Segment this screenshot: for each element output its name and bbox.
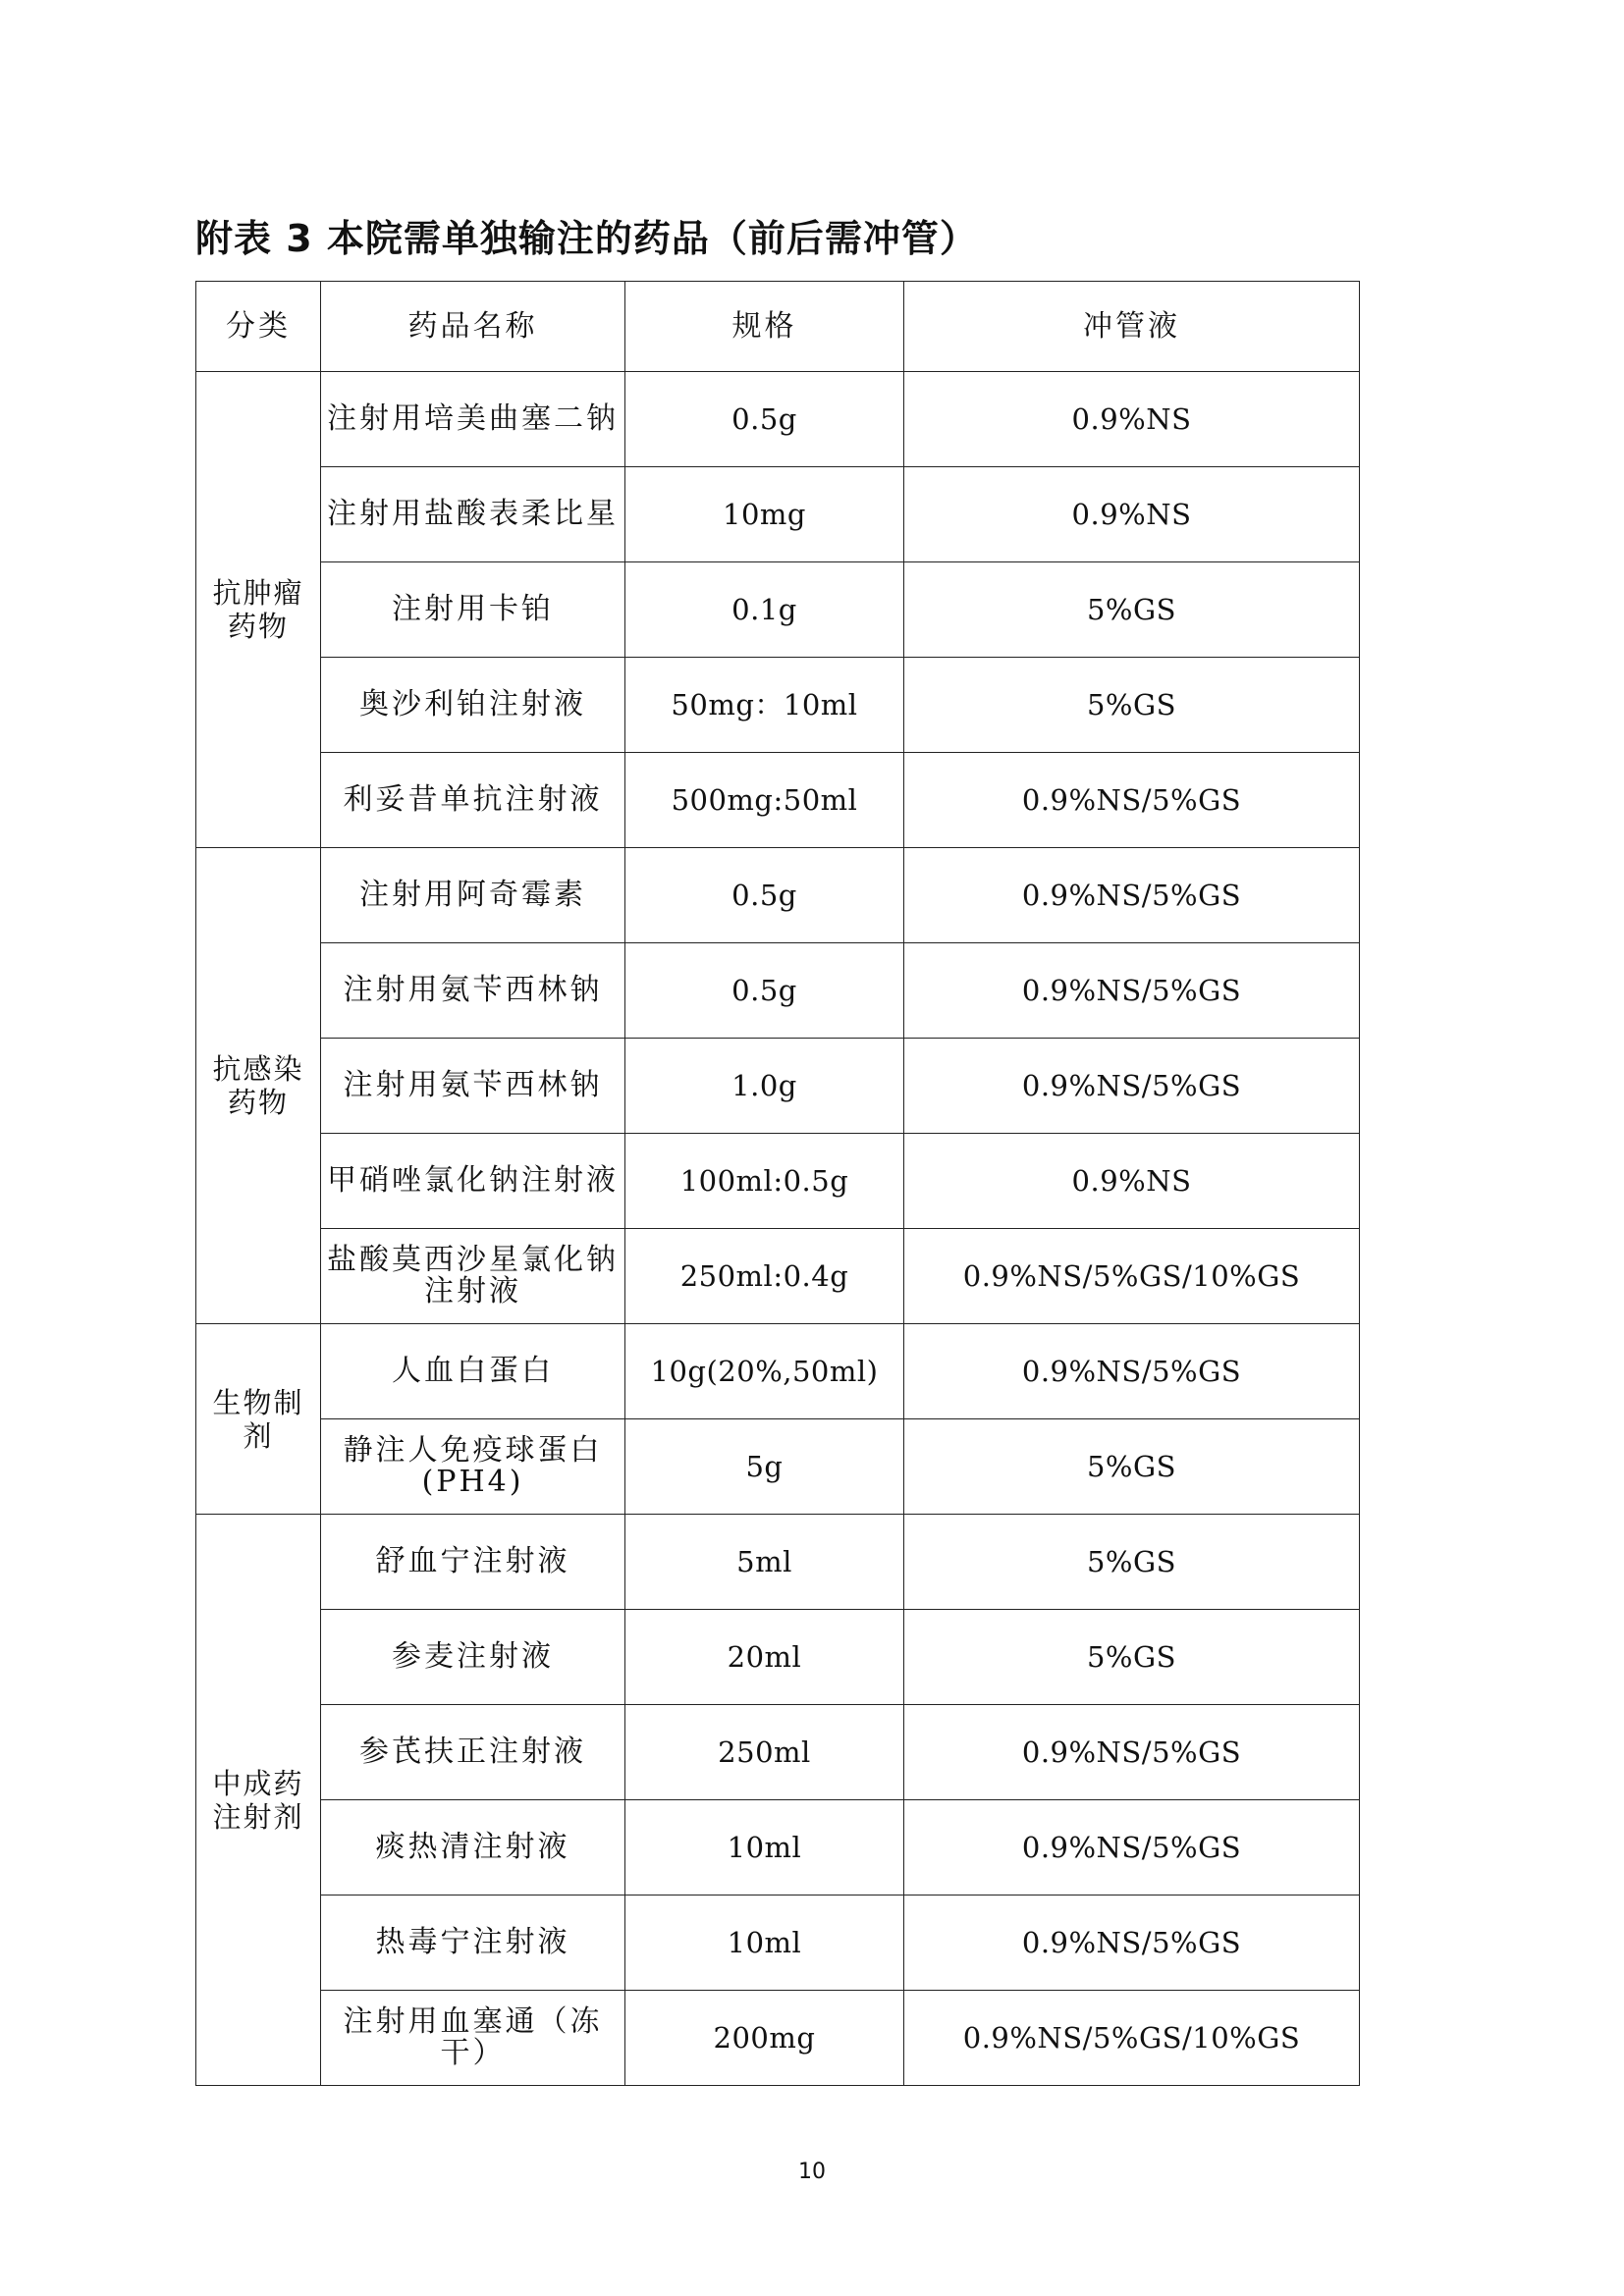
header-spec: 规格: [625, 282, 904, 372]
flush-cell: 5%GS: [904, 562, 1360, 658]
page-number: 10: [798, 2160, 826, 2184]
spec-cell: 0.1g: [625, 562, 904, 658]
drug-name-cell: 注射用培美曲塞二钠: [321, 372, 625, 467]
drug-name-cell: 参芪扶正注射液: [321, 1705, 625, 1800]
flush-cell: 0.9%NS: [904, 467, 1360, 562]
table-row: [196, 1515, 1360, 1610]
table-row: [196, 658, 1360, 753]
table-row: [196, 467, 1360, 562]
category-cell: 抗感染药物: [196, 848, 321, 1324]
flush-cell: 5%GS: [904, 658, 1360, 753]
spec-cell: 1.0g: [625, 1039, 904, 1134]
drug-name-cell: 奥沙利铂注射液: [321, 658, 625, 753]
drug-name-cell: 注射用阿奇霉素: [321, 848, 625, 943]
table-row: [196, 372, 1360, 467]
flush-cell: 0.9%NS: [904, 372, 1360, 467]
table-row: [196, 1896, 1360, 1991]
table-row: [196, 943, 1360, 1039]
table-row: [196, 562, 1360, 658]
flush-cell: 0.9%NS/5%GS: [904, 848, 1360, 943]
spec-cell: 5g: [625, 1419, 904, 1515]
drug-name-cell: 静注人免疫球蛋白(PH4): [321, 1419, 625, 1515]
drug-name-cell: 热毒宁注射液: [321, 1896, 625, 1991]
drug-name-cell: 注射用卡铂: [321, 562, 625, 658]
drug-name-cell: 参麦注射液: [321, 1610, 625, 1705]
table-row: [196, 1229, 1360, 1324]
category-cell: 生物制剂: [196, 1324, 321, 1515]
drug-name-cell: 注射用氨苄西林钠: [321, 943, 625, 1039]
flush-cell: 0.9%NS/5%GS: [904, 1896, 1360, 1991]
flush-cell: 5%GS: [904, 1610, 1360, 1705]
table-row: [196, 1039, 1360, 1134]
drug-name-cell: 注射用血塞通（冻干）: [321, 1991, 625, 2086]
table-row: [196, 848, 1360, 943]
flush-cell: 0.9%NS/5%GS: [904, 753, 1360, 848]
table-header-row: [196, 282, 1360, 372]
flush-cell: 0.9%NS/5%GS: [904, 1039, 1360, 1134]
drug-name-cell: 痰热清注射液: [321, 1800, 625, 1896]
spec-cell: 10ml: [625, 1896, 904, 1991]
spec-cell: 250ml: [625, 1705, 904, 1800]
flush-cell: 0.9%NS: [904, 1134, 1360, 1229]
flush-cell: 0.9%NS/5%GS: [904, 1800, 1360, 1896]
spec-cell: 500mg:50ml: [625, 753, 904, 848]
flush-cell: 0.9%NS/5%GS/10%GS: [904, 1991, 1360, 2086]
spec-cell: 20ml: [625, 1610, 904, 1705]
flush-cell: 5%GS: [904, 1419, 1360, 1515]
flush-cell: 0.9%NS/5%GS: [904, 1324, 1360, 1419]
header-flush-solution: 冲管液: [904, 282, 1360, 372]
flush-cell: 0.9%NS/5%GS/10%GS: [904, 1229, 1360, 1324]
drug-name-cell: 舒血宁注射液: [321, 1515, 625, 1610]
page-title: 附表 3 本院需单独输注的药品（前后需冲管）: [195, 217, 978, 260]
spec-cell: 250ml:0.4g: [625, 1229, 904, 1324]
spec-cell: 10ml: [625, 1800, 904, 1896]
spec-cell: 0.5g: [625, 372, 904, 467]
table-row: [196, 1610, 1360, 1705]
header-category: 分类: [196, 282, 321, 372]
table-row: [196, 1134, 1360, 1229]
table-row: [196, 1800, 1360, 1896]
drug-name-cell: 注射用氨苄西林钠: [321, 1039, 625, 1134]
spec-cell: 10mg: [625, 467, 904, 562]
table-row: [196, 1705, 1360, 1800]
drug-name-cell: 注射用盐酸表柔比星: [321, 467, 625, 562]
table-row: [196, 1419, 1360, 1515]
table-row: [196, 753, 1360, 848]
spec-cell: 10g(20%,50ml): [625, 1324, 904, 1419]
spec-cell: 50mg：10ml: [625, 658, 904, 753]
flush-cell: 0.9%NS/5%GS: [904, 943, 1360, 1039]
spec-cell: 100ml:0.5g: [625, 1134, 904, 1229]
category-cell: 中成药注射剂: [196, 1515, 321, 2086]
drug-name-cell: 利妥昔单抗注射液: [321, 753, 625, 848]
category-cell: 抗肿瘤药物: [196, 372, 321, 848]
drug-name-cell: 人血白蛋白: [321, 1324, 625, 1419]
header-drug-name: 药品名称: [321, 282, 625, 372]
flush-cell: 0.9%NS/5%GS: [904, 1705, 1360, 1800]
table-row: [196, 1324, 1360, 1419]
flush-cell: 5%GS: [904, 1515, 1360, 1610]
table-row: [196, 1991, 1360, 2086]
drug-name-cell: 甲硝唑氯化钠注射液: [321, 1134, 625, 1229]
spec-cell: 5ml: [625, 1515, 904, 1610]
drug-name-cell: 盐酸莫西沙星氯化钠注射液: [321, 1229, 625, 1324]
spec-cell: 0.5g: [625, 943, 904, 1039]
drug-table: [195, 281, 1360, 2086]
spec-cell: 200mg: [625, 1991, 904, 2086]
spec-cell: 0.5g: [625, 848, 904, 943]
